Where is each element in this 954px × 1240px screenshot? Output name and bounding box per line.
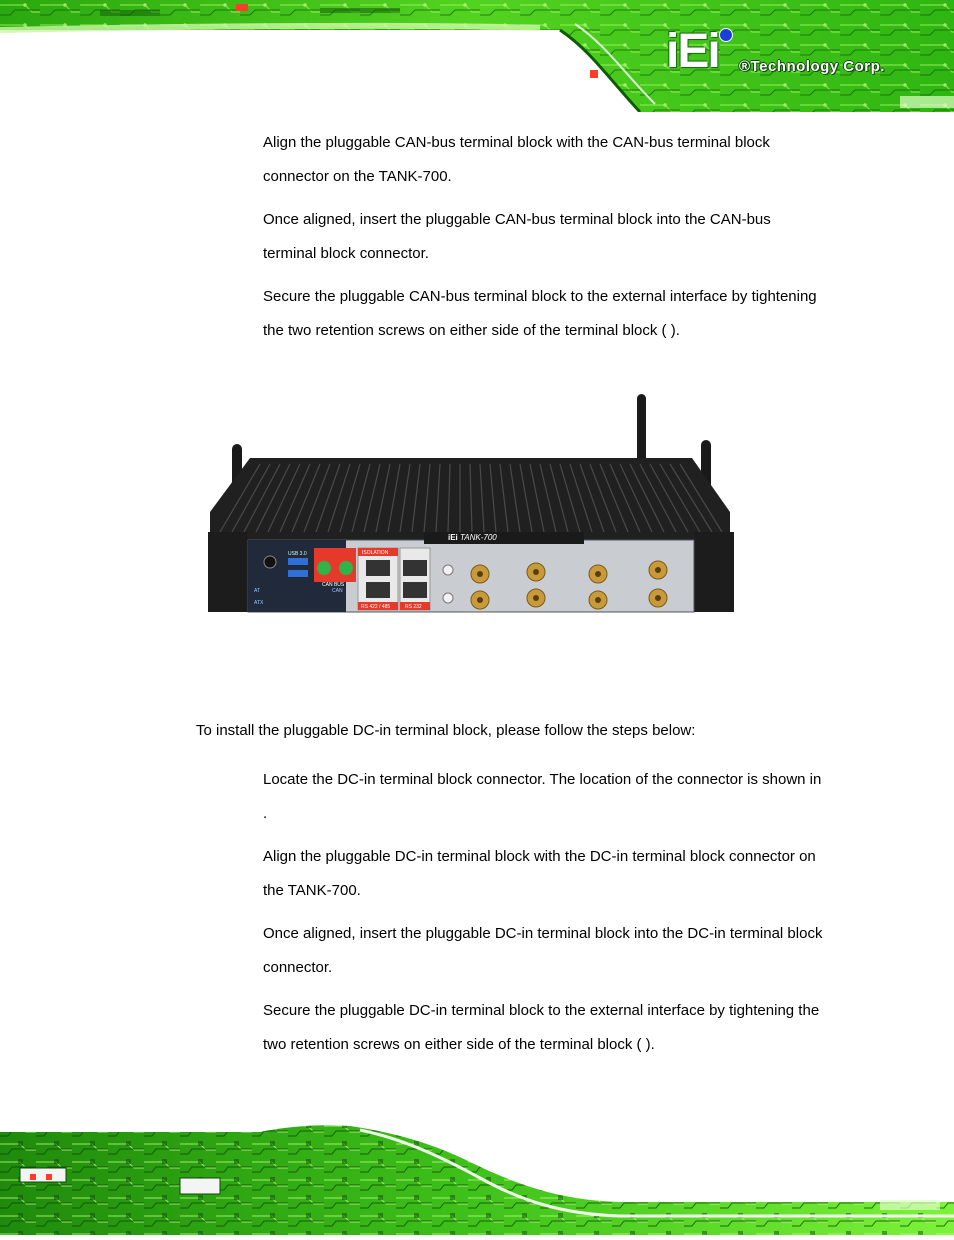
dc-step-2: Align the pluggable DC-in terminal block with the DC-in terminal block connector on the TANK-700. — [263, 848, 816, 899]
dc-in-intro: To install the pluggable DC-in terminal block, please follow the steps below: — [196, 722, 696, 739]
dc-step-3: Once aligned, insert the pluggable DC-in terminal block into the DC-in terminal block connector. — [263, 925, 823, 976]
isolation-label: ISOLATION — [362, 550, 389, 556]
usb-port-icon — [288, 558, 308, 565]
footer-banner — [0, 1122, 954, 1235]
header-banner — [0, 0, 954, 112]
tank-700-rear-panel-figure — [200, 392, 742, 616]
logo-dot-icon — [719, 28, 733, 42]
can-indicator-label: CAN — [332, 588, 343, 594]
can-step-1: Align the pluggable CAN-bus terminal block with the CAN-bus terminal block connector on the TANK-700. — [263, 134, 770, 185]
dc-step-4: Secure the pluggable DC-in terminal block to the external interface by tightening the two retention screws on either side of the terminal block ( ). — [263, 1002, 820, 1053]
rj45-port-icon — [366, 582, 390, 598]
logo-mark: iEi — [666, 25, 719, 78]
company-logo — [666, 25, 926, 84]
tank-700-device-illustration — [200, 392, 742, 616]
rj45-port-icon — [366, 560, 390, 576]
usb-label: USB 3.0 — [288, 551, 307, 557]
atx-label: ATX — [254, 600, 264, 606]
at-label: AT — [254, 588, 261, 594]
rj45-port-icon — [403, 582, 427, 598]
can-step-2: Once aligned, insert the pluggable CAN-bus terminal block into the CAN-bus terminal block connector. — [263, 211, 771, 262]
logo-tagline: ®Technology Corp. — [739, 58, 885, 75]
circuit-board-footer-art — [0, 1122, 954, 1235]
rj45-port-icon — [403, 560, 427, 576]
figure-brand-label: iEi — [448, 533, 458, 542]
figure-model-label: TANK-700 — [460, 533, 497, 542]
can-bus-label: CAN BUS — [322, 582, 345, 588]
power-button-icon — [264, 556, 276, 568]
can-step-3: Secure the pluggable CAN-bus terminal block to the external interface by tightening the two retention screws on either side of the terminal block ( ). — [263, 288, 817, 339]
dc-step-1: Locate the DC-in terminal block connector. The location of the connector is shown in . — [263, 771, 822, 822]
rs422-label: RS 422 / 485 — [361, 604, 391, 610]
usb-port-icon — [288, 570, 308, 577]
rs232-label: RS 232 — [405, 604, 422, 610]
